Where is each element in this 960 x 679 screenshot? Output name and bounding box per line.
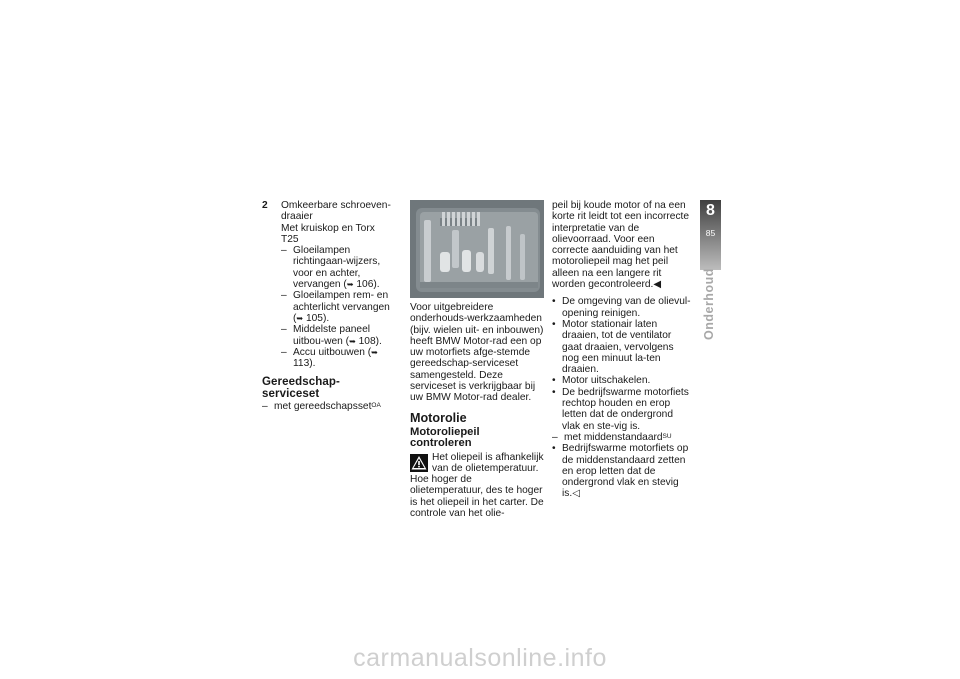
item-title: Omkeerbare schroeven-draaier	[281, 200, 391, 223]
warning-block	[410, 452, 544, 475]
column-2	[410, 200, 544, 519]
toolkit-image	[410, 200, 544, 298]
bullet-item: • Motor uitschakelen.	[552, 375, 651, 387]
dash-item: – Middelste paneel uitbou-wen (➥ 108).	[281, 324, 382, 347]
dash-item: – Gloeilampen rem- en achterlicht vervangen (➥ 105).	[281, 290, 390, 324]
page-number: 85	[705, 228, 716, 238]
page-ref: 108).	[358, 335, 382, 347]
option-line: – met middenstandaard$^{SU}$	[552, 431, 672, 443]
bullet-item: • De omgeving van de olievul-opening reinigen.	[552, 296, 691, 319]
tool-item-2	[262, 200, 394, 245]
intro-paragraph: Voor uitgebreidere onderhouds-werkzaamheden (bijv. wielen uit- en inbouwen) heeft BMW Motor-rad een op uw motorfiets afge-stemde gereedschap-serviceset samengesteld. Deze serviceset is verkrijgbaar bij uw BMW Motor-rad dealer.	[410, 302, 544, 404]
option-code: SU	[662, 432, 672, 440]
chapter-label: Onderhoud	[702, 268, 716, 340]
option-line: – met gereedschapsset$^{OA}$	[262, 401, 381, 413]
column-3	[552, 200, 692, 500]
continued-paragraph: peil bij koude motor of na een korte rit leidt tot een incorrecte interpretatie van de olievoorraad. Voor een correcte aanduiding van het motoroliepeil mag het peil alleen na een langere rit worden gecontroleerd.◀	[552, 200, 690, 291]
bullet-item: • De bedrijfswarme motorfiets rechtop houden en erop letten dat de ondergrond vlak en ste-vig is.	[552, 386, 689, 432]
page-ref-icon: ➥	[346, 280, 354, 290]
page-ref: 105).	[305, 312, 330, 324]
column-1	[262, 200, 394, 412]
bullet-item: • Motor stationair laten draaien, tot de ventilator gaat draaien, vervolgens nog een minuut la-ten draaien.	[552, 318, 674, 376]
end-mark-icon: ◀	[653, 279, 662, 291]
page-ref-icon: ➥	[371, 347, 378, 357]
section-title: Motorolie	[410, 410, 467, 425]
chapter-number: 8	[706, 202, 715, 219]
warning-icon	[410, 454, 428, 472]
body-paragraph: Hoe hoger de olietemperatuur, des te hoger is het oliepeil in het carter. De controle van het olie-	[410, 474, 544, 520]
dash-item: – Gloeilampen richtingaan-wijzers, voor en achter, vervangen (➥ 106).	[281, 245, 381, 291]
page-ref: 113).	[293, 358, 316, 370]
item-detail: Met kruiskop en Torx T25	[281, 222, 375, 245]
bullet-item: • Bedrijfswarme motorfiets op de middenstandaard zetten en erop letten dat de ondergrond vlak en stevig is.◁	[552, 443, 689, 500]
page-ref: 106).	[356, 279, 380, 291]
dash-item: – Accu uitbouwen (➥ 113).	[281, 346, 378, 370]
option-code: OA	[371, 402, 381, 410]
page-ref-icon: ➥	[296, 313, 304, 323]
section-heading: Gereedschap-serviceset	[262, 376, 340, 400]
watermark: carmanualsonline.info	[353, 644, 607, 672]
subsection-title: Motoroliepeil controleren	[410, 425, 480, 450]
toolkit-photo	[410, 200, 544, 298]
item-number: 2	[262, 200, 268, 211]
end-mark-icon: ◁	[572, 488, 581, 500]
page-ref-icon: ➥	[349, 336, 356, 346]
warning-text: Het oliepeil is afhankelijk van de olietemperatuur.	[432, 451, 544, 474]
